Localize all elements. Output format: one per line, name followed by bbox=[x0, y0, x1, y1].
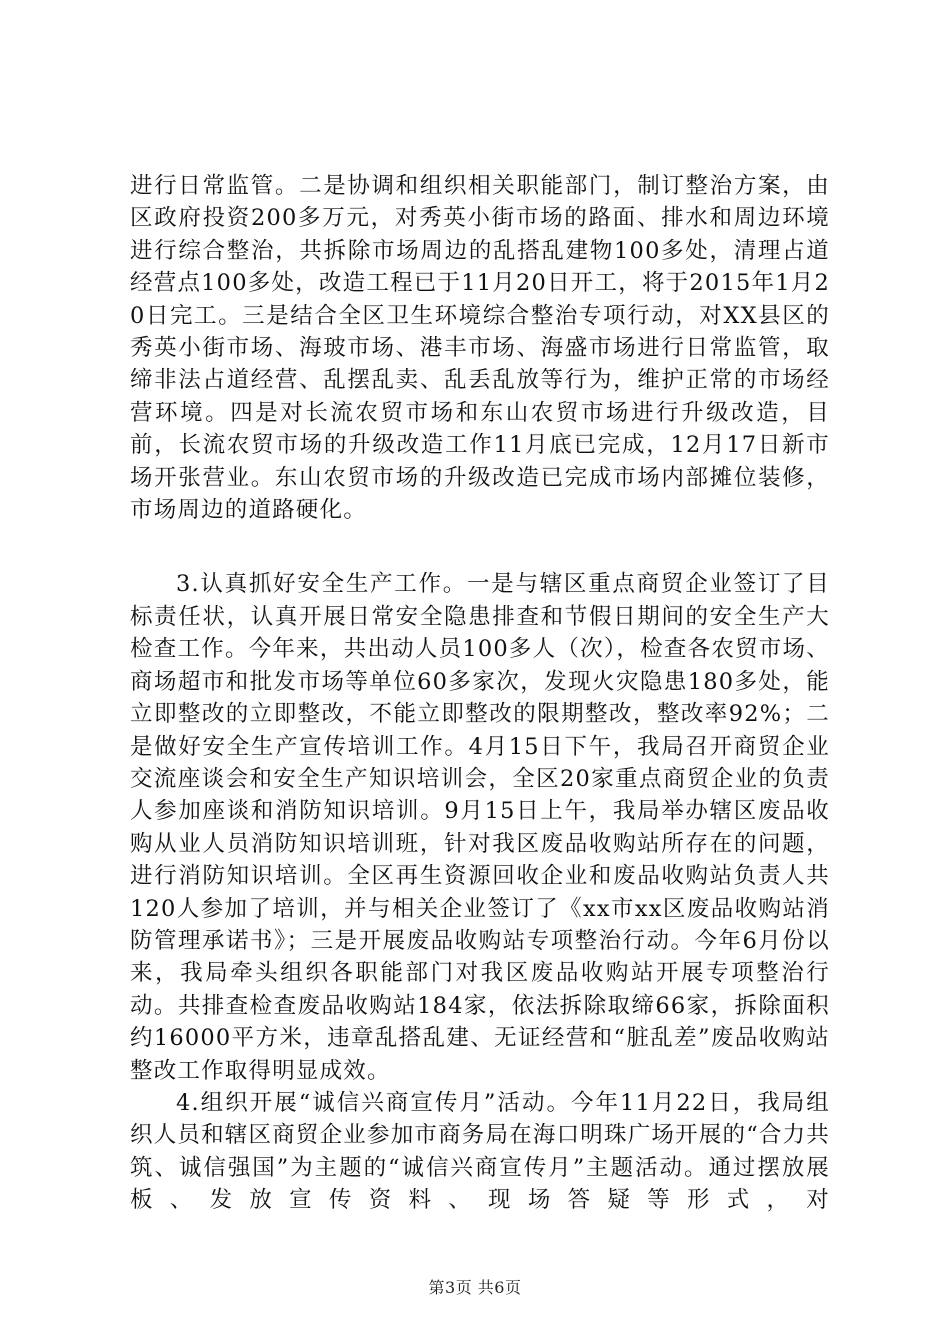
paragraph-gap bbox=[130, 526, 830, 568]
page-number-footer: 第3页 共6页 bbox=[428, 1278, 522, 1297]
paragraph-market-supervision: 进行日常监管。二是协调和组织相关职能部门，制订整治方案，由区政府投资200多万元，对秀英小街市场的路面、排水和周边环境进行综合整治，共拆除市场周边的乱搭乱建物100多处，清理占道经营点100多处，改造工程已于11月20日开工，将于2015年1月20日完工。三是结合全区卫生环境综合整治专项行动，对XX县区的秀英小街市场、海玻市场、港丰市场、海盛市场进行日常监管，取缔非法占道经营、乱摆乱卖、乱丢乱放等行为，维护正常的市场经营环境。四是对长流农贸市场和东山农贸市场进行升级改造，目前，长流农贸市场的升级改造工作11月底已完成，12月17日新市场开张营业。东山农贸市场的升级改造已完成市场内部摊位装修，市场周边的道路硬化。 bbox=[130, 173, 830, 524]
document-body bbox=[130, 170, 830, 1217]
paragraph-integrity-campaign: 4.组织开展“诚信兴商宣传月”活动。今年11月22日，我局组织人员和辖区商贸企业参加市商务局在海口明珠广场开展的“合力共筑、诚信强国”为主题的“诚信兴商宣传月”主题活动。通过摆放展板、发放宣传资料、现场答疑等形式，对 bbox=[130, 1089, 831, 1214]
paragraph-safety-production: 3.认真抓好安全生产工作。一是与辖区重点商贸企业签订了目标责任状，认真开展日常安全隐患排查和节假日期间的安全生产大检查工作。今年来，共出动人员100多人（次），检查各农贸市场、商场超市和批发市场等单位60多家次，发现火灾隐患180多处，能立即整改的立即整改，不能立即整改的限期整改，整改率92%；二是做好安全生产宣传培训工作。4月15日下午，我局召开商贸企业交流座谈会和安全生产知识培训会，全区20家重点商贸企业的负责人参加座谈和消防知识培训。9月15日上午，我局举办辖区废品收购从业人员消防知识培训班，针对我区废品收购站所存在的问题，进行消防知识培训。全区再生资源回收企业和废品收购站负责人共120人参加了培训，并与相关企业签订了《xx市xx区废品收购站消防管理承诺书》；三是开展废品收购站专项整治行动。今年6月份以来，我局牵头组织各职能部门对我区废品收购站开展专项整治行动。共排查检查废品收购站184家，依法拆除取缔66家，拆除面积约16000平方米，违章乱搭乱建、无证经营和“脏乱差”废品收购站整改工作取得明显成效。 bbox=[130, 571, 830, 1084]
